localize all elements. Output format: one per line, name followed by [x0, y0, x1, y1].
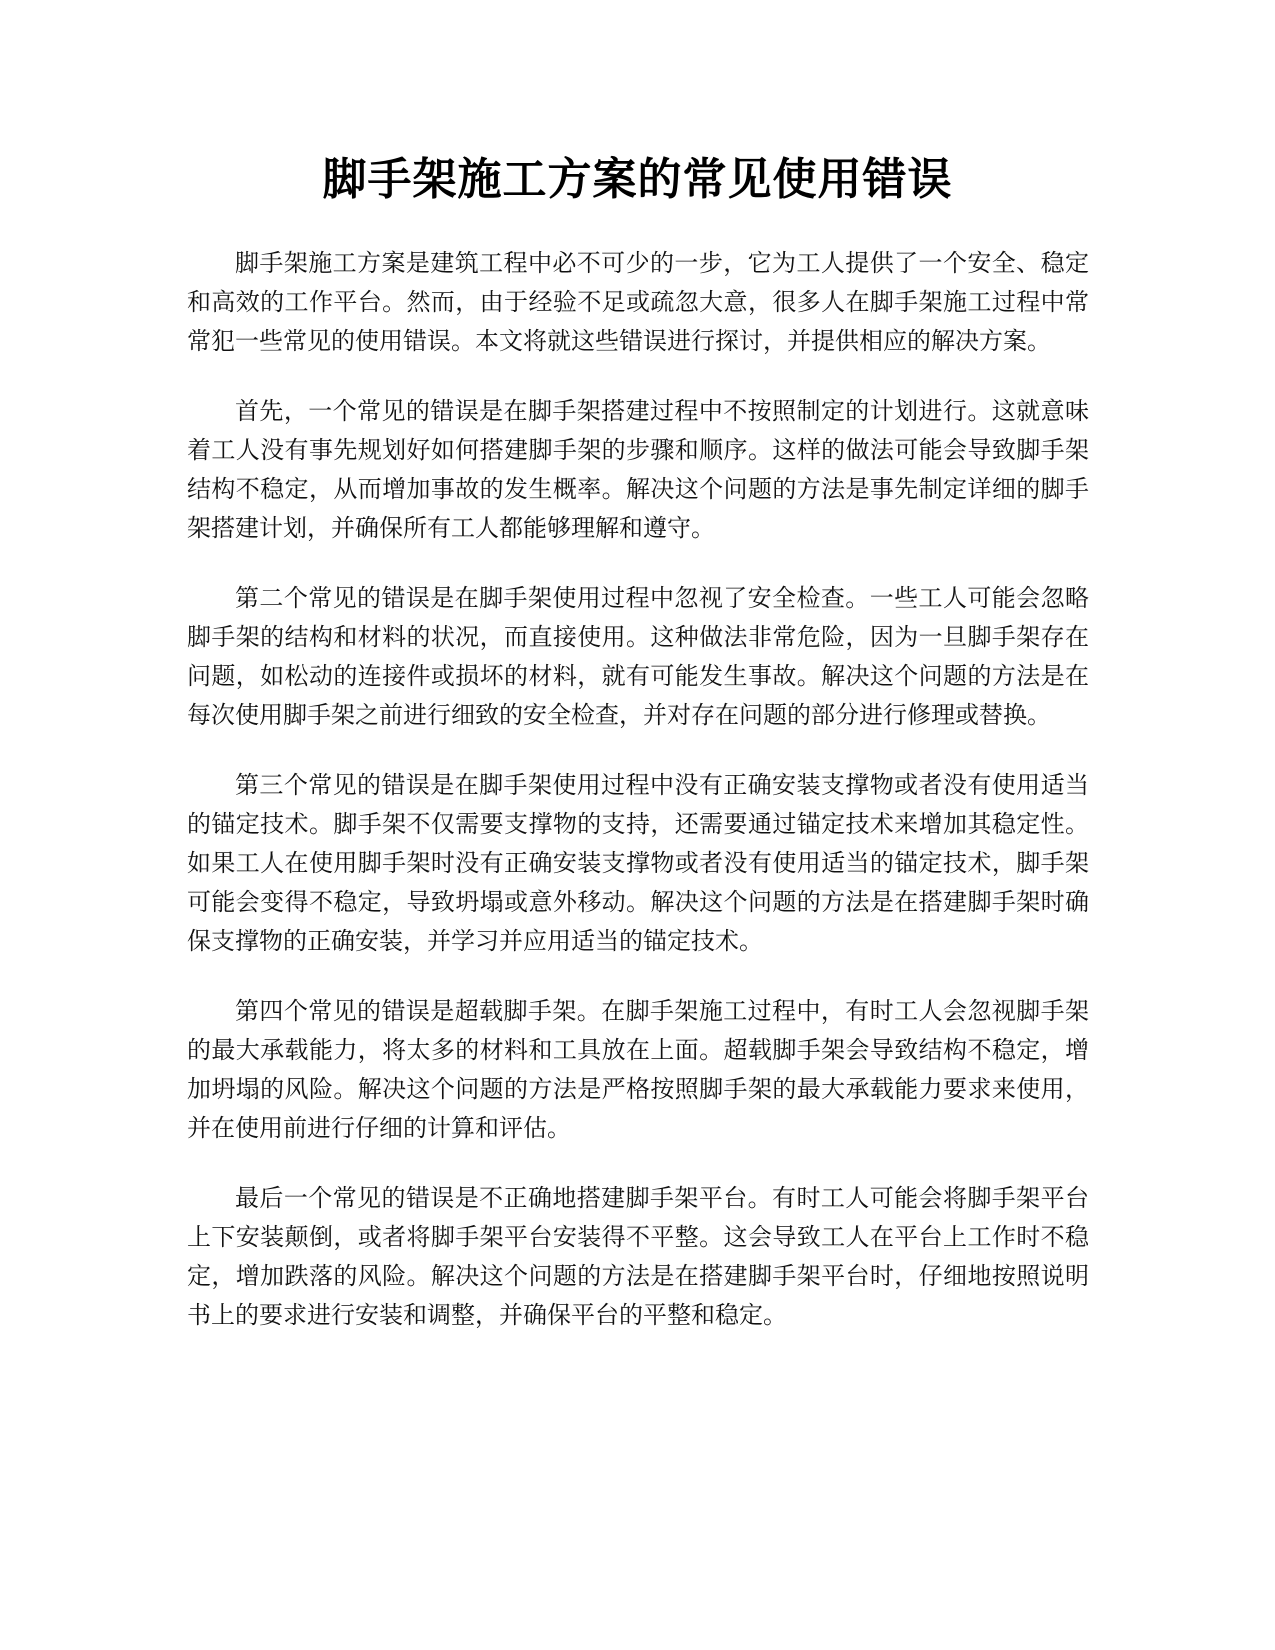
paragraph-mistake-1: 首先，一个常见的错误是在脚手架搭建过程中不按照制定的计划进行。这就意味着工人没有事先规划好如何搭建脚手架的步骤和顺序。这样的做法可能会导致脚手架结构不稳定，从而增加事故的发生概率。解决这个问题的方法是事先制定详细的脚手架搭建计划，并确保所有工人都能够理解和遵守。 [187, 397, 1089, 542]
paragraph-mistake-2: 第二个常见的错误是在脚手架使用过程中忽视了安全检查。一些工人可能会忽略脚手架的结构和材料的状况，而直接使用。这种做法非常危险，因为一旦脚手架存在问题，如松动的连接件或损坏的材料，就有可能发生事故。解决这个问题的方法是在每次使用脚手架之前进行细致的安全检查，并对存在问题的部分进行修理或替换。 [187, 584, 1089, 729]
paragraph-mistake-4: 第四个常见的错误是超载脚手架。在脚手架施工过程中，有时工人会忽视脚手架的最大承载能力，将太多的材料和工具放在上面。超载脚手架会导致结构不稳定，增加坍塌的风险。解决这个问题的方法是严格按照脚手架的最大承载能力要求来使用，并在使用前进行仔细的计算和评估。 [187, 997, 1089, 1142]
paragraph-mistake-3: 第三个常见的错误是在脚手架使用过程中没有正确安装支撑物或者没有使用适当的锚定技术。脚手架不仅需要支撑物的支持，还需要通过锚定技术来增加其稳定性。如果工人在使用脚手架时没有正确安装支撑物或者没有使用适当的锚定技术，脚手架可能会变得不稳定，导致坍塌或意外移动。解决这个问题的方法是在搭建脚手架时确保支撑物的正确安装，并学习并应用适当的锚定技术。 [187, 771, 1089, 955]
document-body [187, 244, 1089, 1366]
paragraph-intro: 脚手架施工方案是建筑工程中必不可少的一步，它为工人提供了一个安全、稳定和高效的工作平台。然而，由于经验不足或疏忽大意，很多人在脚手架施工过程中常常犯一些常见的使用错误。本文将就这些错误进行探讨，并提供相应的解决方案。 [187, 249, 1089, 355]
document-title: 脚手架施工方案的常见使用错误 [322, 154, 953, 205]
paragraph-mistake-5: 最后一个常见的错误是不正确地搭建脚手架平台。有时工人可能会将脚手架平台上下安装颠倒，或者将脚手架平台安装得不平整。这会导致工人在平台上工作时不稳定，增加跌落的风险。解决这个问题的方法是在搭建脚手架平台时，仔细地按照说明书上的要求进行安装和调整，并确保平台的平整和稳定。 [187, 1184, 1089, 1329]
